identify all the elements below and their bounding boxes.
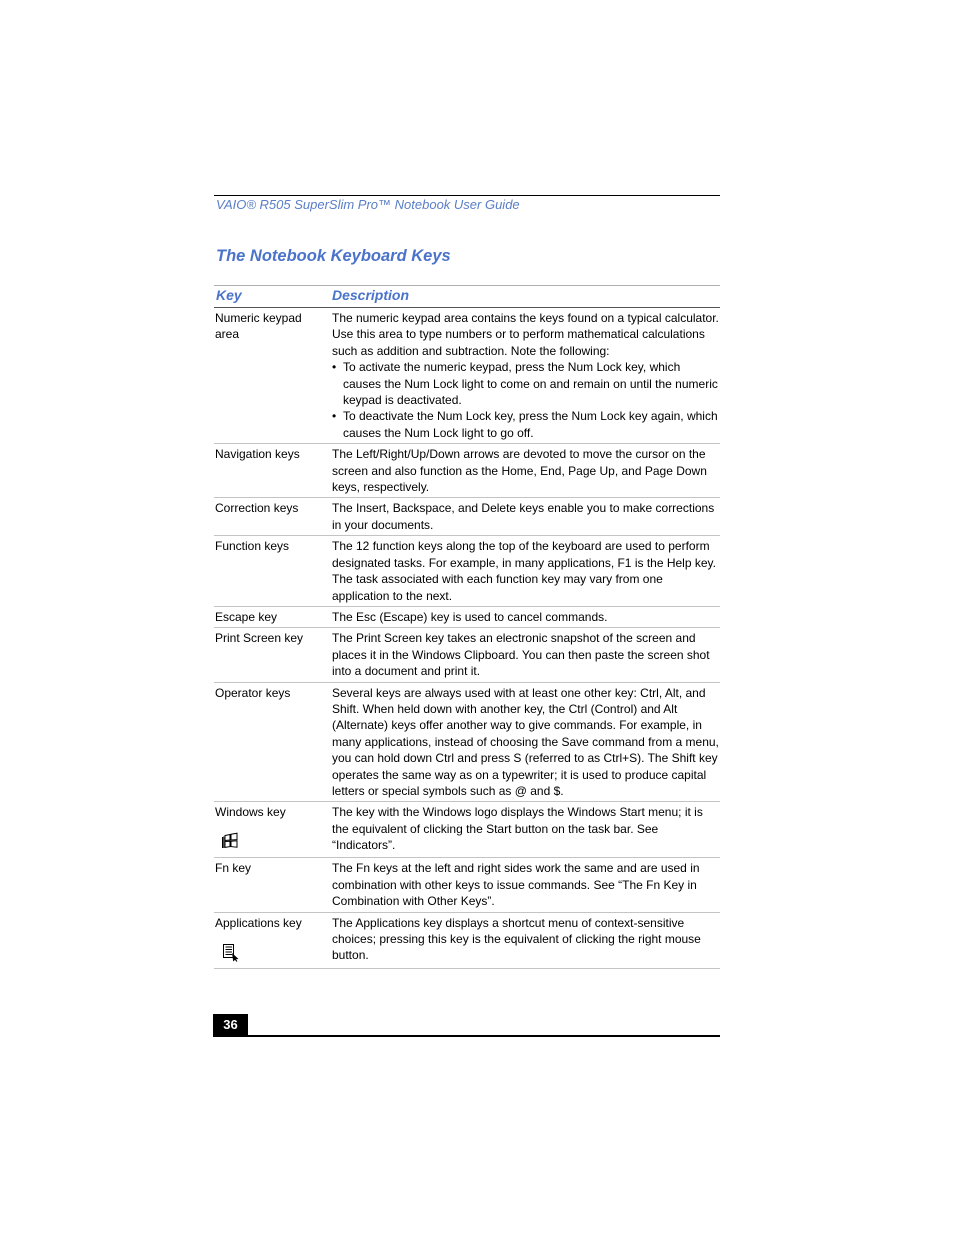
column-header-key: Key <box>216 287 242 303</box>
key-cell: Windows key <box>215 805 286 820</box>
key-cell: Correction keys <box>215 501 299 516</box>
description-cell: The Applications key displays a shortcut menu of context-sensitive choices; pressing this key is the equivalent of clicking the right mouse button. <box>332 915 701 963</box>
description-cell: The key with the Windows logo displays the Windows Start menu; it is the equivalent of clicking the Start button on the task bar. See “Indicators”. <box>332 805 703 853</box>
description-cell: Several keys are always used with at least one other key: Ctrl, Alt, and Shift. When held down with another key, the Ctrl (Control) and Alt (Alternate) keys offer another way to give commands. For example, in many applications, instead of choosing the Save command from a menu, you can hold down Ctrl and press S (referred to as Ctrl+S). The Shift key operates the same way as on a typewriter; it is used to produce capital letters or special symbols such as @ and $. <box>332 685 719 798</box>
table-row <box>214 607 720 628</box>
bottom-rule <box>213 1035 720 1037</box>
table-row <box>214 858 720 912</box>
description-cell: The 12 function keys along the top of the keyboard are used to perform designated tasks. For example, in many applications, F1 is the Help key. The task associated with each function key may vary from one application to the next. <box>332 539 716 603</box>
description-cell: The Fn keys at the left and right sides work the same and are used in combination with other keys to issue commands. See “The Fn Key in Combination with Other Keys”. <box>332 861 700 909</box>
description-cell: The Left/Right/Up/Down arrows are devoted to move the cursor on the screen and also function as the Home, End, Page Up, and Page Down keys, respectively. <box>332 447 707 495</box>
windows-logo-icon <box>221 831 241 851</box>
table-row <box>214 536 720 607</box>
table-row <box>214 683 720 803</box>
key-cell: Operator keys <box>215 685 291 700</box>
description-cell: The Print Screen key takes an electronic snapshot of the screen and places it in the Windows Clipboard. You can then paste the screen shot into a document and print it. <box>332 631 710 679</box>
description-cell <box>332 308 720 443</box>
description-text: The numeric keypad area contains the keys found on a typical calculator. Use this area to type numbers or to perform mathematical calculations such as addition and subtraction. Note the following: <box>332 311 719 358</box>
key-cell: Applications key <box>215 915 302 930</box>
description-cell: The Esc (Escape) key is used to cancel commands. <box>332 609 608 624</box>
table-row <box>214 444 720 498</box>
description-cell: The Insert, Backspace, and Delete keys enable you to make corrections in your documents. <box>332 501 715 532</box>
key-cell: Function keys <box>215 539 290 554</box>
table-row <box>214 628 720 682</box>
column-header-description: Description <box>332 287 410 303</box>
table-row <box>214 498 720 536</box>
table-row <box>214 802 720 858</box>
page-number: 36 <box>213 1014 248 1036</box>
section-title: The Notebook Keyboard Keys <box>216 247 451 265</box>
top-rule <box>214 195 720 196</box>
keys-table <box>214 285 720 969</box>
table-row <box>214 308 720 444</box>
applications-menu-icon <box>221 942 241 962</box>
running-head: VAIO® R505 SuperSlim Pro™ Notebook User Guide <box>216 197 520 212</box>
bullet-item: • To activate the numeric keypad, press the Num Lock key, which causes the Num Lock light to come on and remain on until the numeric keypad is deactivated. <box>332 359 720 408</box>
bullet-item: • To deactivate the Num Lock key, press the Num Lock key again, which causes the Num Lock light to go off. <box>332 408 720 441</box>
key-cell: Fn key <box>215 861 252 876</box>
key-cell: Navigation keys <box>215 447 300 462</box>
key-cell: Escape key <box>215 609 278 624</box>
key-cell: Print Screen key <box>215 631 304 646</box>
key-cell: Numeric keypad area <box>215 311 302 342</box>
table-header <box>214 285 720 308</box>
table-row <box>214 913 720 969</box>
